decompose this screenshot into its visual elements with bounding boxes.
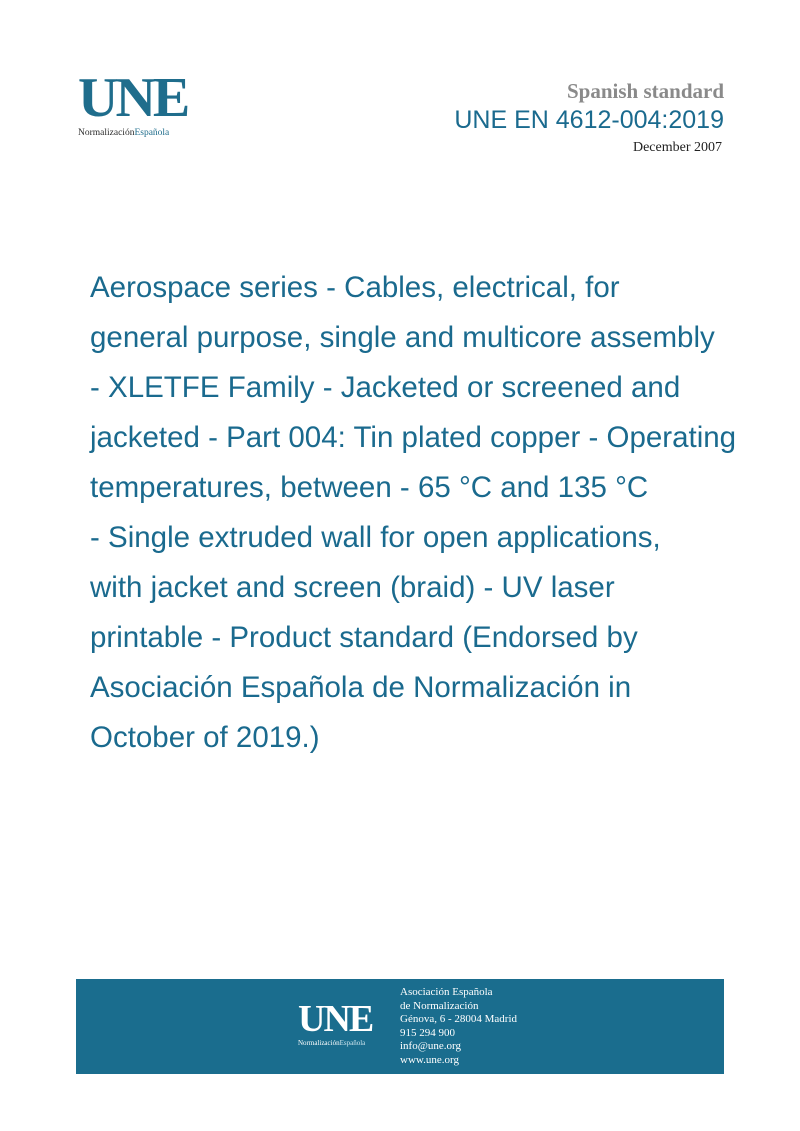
title-line: - XLETFE Family - Jacketed or screened and	[90, 371, 681, 404]
title-line: October of 2019.)	[90, 721, 320, 754]
footer-phone: 915 294 900	[400, 1026, 455, 1039]
footer-address: Génova, 6 - 28004 Madrid	[400, 1013, 518, 1025]
une-logo-word: UNE	[78, 67, 188, 129]
footer-org-name-line2: de Normalización	[400, 999, 479, 1012]
footer-logo-subtitle-normalizacion: Normalización	[298, 1039, 340, 1047]
title-line: printable - Product standard (Endorsed by	[90, 621, 638, 654]
title-line: general purpose, single and multicore assembly	[90, 321, 715, 354]
footer-logo-subtitle-espanola: Española	[339, 1039, 366, 1047]
footer-une-logo-word: UNE	[298, 998, 373, 1040]
footer-une-logo	[298, 998, 373, 1047]
standard-date: December 2007	[632, 140, 722, 155]
title-line: jacketed - Part 004: Tin plated copper - Operating	[90, 421, 737, 454]
une-logo	[78, 67, 208, 138]
footer-email: info@une.org	[400, 1040, 461, 1052]
une-logo-subtitle	[78, 128, 208, 138]
footer-une-logo-subtitle	[298, 1039, 372, 1047]
standard-type: Spanish standard	[567, 79, 724, 103]
footer-website: www.une.org	[400, 1053, 459, 1066]
footer-banner	[76, 979, 724, 1074]
une-logo-subtitle-espanola: Española	[134, 128, 170, 138]
title-line: Asociación Española de Normalización in	[90, 671, 632, 704]
title-line: Aerospace series - Cables, electrical, for	[90, 271, 620, 304]
standard-info	[454, 78, 724, 160]
footer-contact-info	[400, 986, 517, 1067]
footer-org-name-line1: Asociación Española	[400, 986, 493, 998]
title-line: - Single extruded wall for open applications,	[90, 521, 661, 554]
document-title	[90, 263, 795, 763]
title-line: temperatures, between - 65 °C and 135 °C	[90, 471, 649, 504]
title-line: with jacket and screen (braid) - UV laser	[90, 571, 615, 604]
standard-code: UNE EN 4612-004:2019	[454, 106, 724, 134]
une-logo-subtitle-normalizacion: Normalización	[78, 128, 135, 138]
